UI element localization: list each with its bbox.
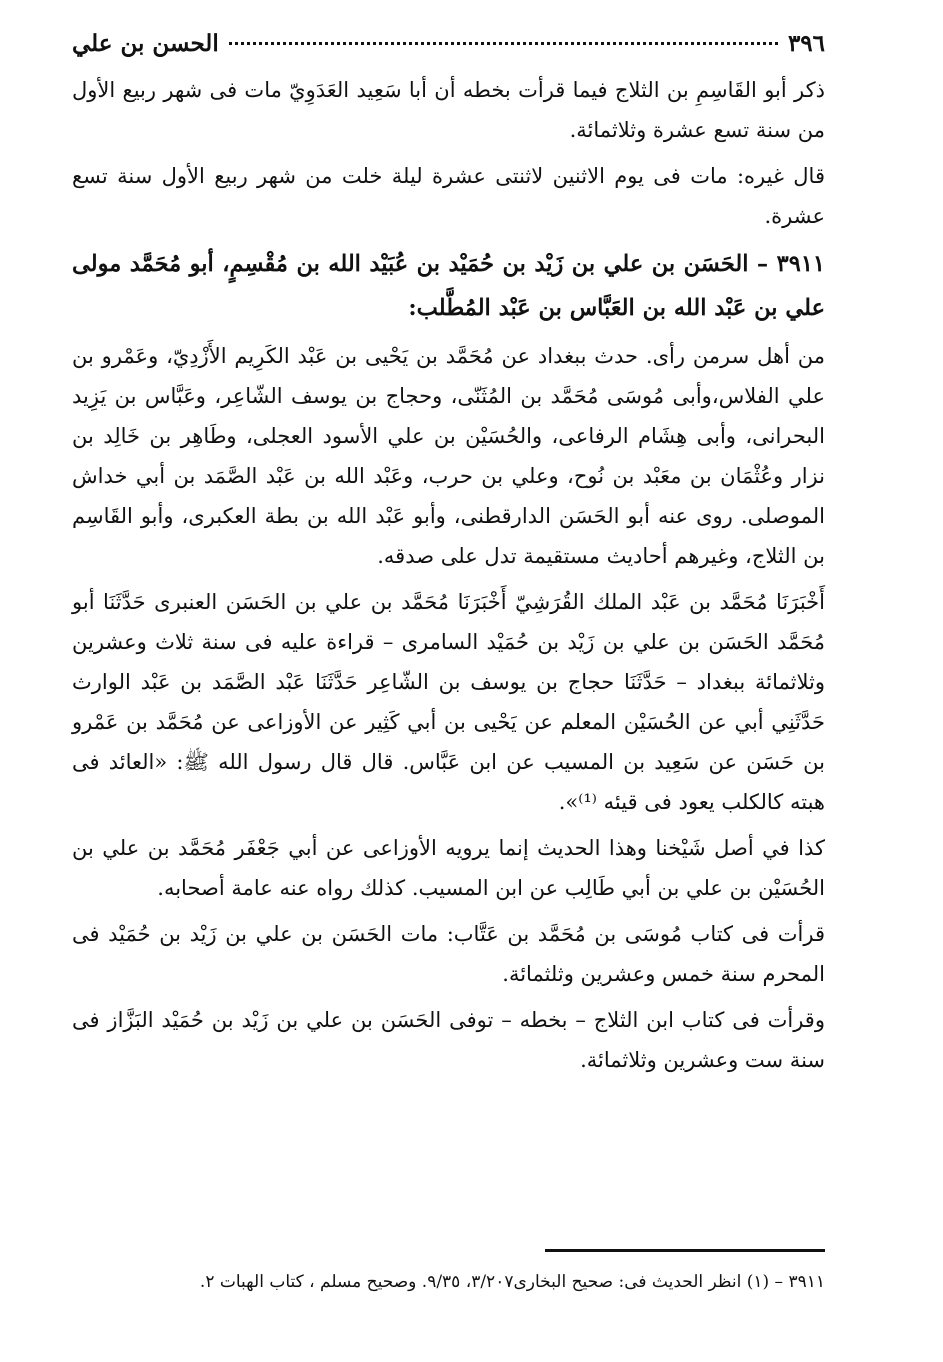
footnote-separator (545, 1249, 825, 1252)
running-header (72, 30, 825, 70)
paragraph-3: من أهل سرمن رأى. حدث ببغداد عن مُحَمَّد بن يَحْيى بن عَبْد الكَرِيم الأَزْدِيّ، وعَمْرو بن علي الفلاس،وأبى مُوسَى مُحَمَّد بن المُثَنّى، وحجاج بن يوسف الشّاعِر، وعَبَّاس بن يَزِيد البحرانى، وأبى هِشَام الرفاعى، والحُسَيْن بن علي الأسود العجلى، وطَاهِر بن خَالِد بن نزار وعُثْمَان بن معَبْد بن نُوح، وعلي بن حرب، وعَبْد الله بن عَبْد الصَّمَد بن أبي خداش الموصلى. روى عنه أبو الحَسَن الدارقطنى، وأبو عَبْد الله بن بطة العكبرى، وأبو القَاسِم بن الثلاج، وغيرهم أحاديث مستقيمة تدل على صدقه. (72, 344, 825, 568)
paragraph-5: كذا في أصل شَيْخنا وهذا الحديث إنما يرويه الأوزاعى عن أبي جَعْفَر مُحَمَّد بن علي بن الحُسَيْن بن علي بن أبي طَالِب عن ابن المسيب. كذلك رواه عنه عامة أصحابه. (72, 836, 825, 900)
paragraph-1: ذكر أبو القَاسِمِ بن الثلاج فيما قرأت بخطه أن أبا سَعِيد العَدَوِيّ مات فى شهر ربيع الأول من سنة تسع عشرة وثلاثمائة. (72, 78, 825, 142)
footnote: ٣٩١١ – (١) انظر الحديث فى: صحيح البخارى٣/٢٠٧، ٩/٣٥. وصحيح مسلم ، كتاب الهبات ٢. (199, 1272, 825, 1292)
page-number: ٣٩٦ (787, 30, 825, 57)
paragraph-4: أَخْبَرَنَا مُحَمَّد بن عَبْد الملك القُرَشِيّ أَخْبَرَنَا مُحَمَّد بن علي بن الحَسَن العنبرى حَدَّثَنَا أبو مُحَمَّد الحَسَن بن علي بن زَيْد بن حُمَيْد السامرى – قراءة عليه فى سنة ثلاث وعشرين وثلاثمائة ببغداد – حَدَّثَنَا حجاج بن يوسف بن الشّاعِر حَدَّثَنَا عَبْد الصَّمَد بن عَبْد الوارث حَدَّثَنِي أبي عن الحُسَيْن المعلم عن يَحْيى بن أبي كَثِير عن الأوزاعى عن مُحَمَّد بن عَمْرو بن حَسَن عن سَعِيد بن المسيب عن ابن عَبَّاس. قال قال رسول الله ﷺ: «العائد فى هبته كالكلب يعود فى قيئه ⁽¹⁾». (72, 590, 825, 814)
leader-dots (229, 42, 778, 45)
paragraph-7: وقرأت فى كتاب ابن الثلاج – بخطه – توفى الحَسَن بن علي بن زَيْد بن حُمَيْد البَزَّاز فى سنة ست وعشرين وثلاثمائة. (72, 1008, 825, 1072)
running-title: الحسن بن علي (72, 30, 219, 57)
paragraph-6: قرأت فى كتاب مُوسَى بن مُحَمَّد بن عَتَّاب: مات الحَسَن بن علي بن زَيْد بن حُمَيْد فى المحرم سنة خمس وعشرين وثلثمائة. (72, 922, 825, 986)
biography-entry-title: ٣٩١١ – الحَسَن بن علي بن زَيْد بن حُمَيْد بن عُبَيْد الله بن مُقْسِمٍ، أبو مُحَمَّد مولى علي بن عَبْد الله بن العَبَّاس بن عَبْد المُطَّلب: (72, 251, 825, 321)
paragraph-2: قال غيره: مات فى يوم الاثنين لاثنتى عشرة ليلة خلت من شهر ربيع الأول سنة تسع عشرة. (72, 164, 825, 228)
